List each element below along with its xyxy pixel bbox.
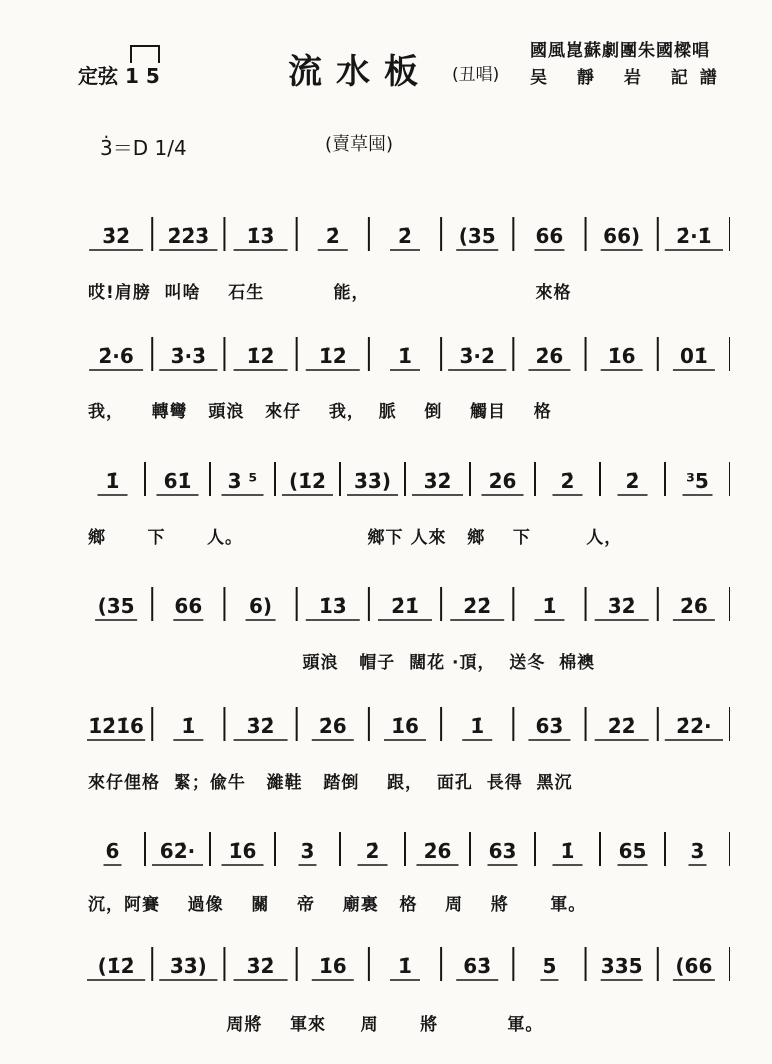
note-group: 2̇ [365,839,380,863]
note-group: 65 [618,839,647,863]
note-group: 2̇ [398,224,412,248]
note-group: 3̇2̇ [607,594,636,618]
note-group: 3̇3̇) [354,469,391,493]
note-group: 3̇2̇ [102,224,131,248]
note-group: 1̇6 [607,344,636,368]
notation-system [80,460,730,500]
note-group: 61̇ [163,469,192,493]
note-group: 3̇3̇) [169,954,207,978]
note-group: 2̇2̇· [676,714,712,738]
note-group: 6) [249,594,273,618]
note-group: 1̇ [398,954,412,978]
note-group: 1̇6 [391,714,419,738]
note-group: 2̇ [560,469,575,493]
note-group: 1̇ [560,839,575,863]
lyrics-line: 周將 軍來 周 將 軍。 [88,1015,544,1035]
note-group: 2̇6 [679,594,708,618]
notation-system [80,945,730,985]
note-group: 2̇6 [488,469,517,493]
note-group: 1̇ [398,344,412,368]
tuning-bracket [130,45,160,63]
note-group: 63̇ [463,954,492,978]
page-title: 流水板 [288,52,432,92]
notation-system [80,215,730,255]
note-group: 5 [542,954,557,978]
note-group: 1̇ [105,469,120,493]
note-group: 62̇· [159,839,196,863]
note-group: 1̇ [181,714,196,738]
notation-system [80,705,730,745]
note-group: 1̇6 [228,839,257,863]
note-group: (1̇2̇ [289,469,326,493]
note-group: 01̇ [679,344,708,368]
key-signature: 3̇＝D 1/4 [100,136,187,160]
lyrics-line: 來仔俚格 緊；偸牛 濰鞋 踏倒 跟， 面孔 長得 黑沉 [88,773,573,793]
lyrics-line: 頭浪 帽子 闊花 ·頂， 送冬 棉襖 [88,653,596,673]
note-group: 1̇2̇ [318,344,347,368]
note-group: 1̇2̇1̇6 [88,714,144,738]
note-group: 2̇6 [318,714,347,738]
note-group: 2̇2̇ [607,714,636,738]
note-group: 66) [603,224,641,248]
lyrics-line: 沉，阿賽 過像 關 帝 廟裏 格 周 將 軍。 [88,895,587,915]
note-group: 3̇2̇ [246,714,275,738]
transcriber-credit: 吴 靜 岩 記譜 [530,68,729,88]
note-group: 63 [488,839,517,863]
note-group: 2̇·1̇ [676,224,712,248]
note-group: 2̇2̇ [463,594,492,618]
note-group: 335 [600,954,643,978]
note-group: 63̇ [535,714,564,738]
note-group: (1̇2̇ [97,954,135,978]
note-group: 6 [105,839,120,863]
note-group: (35 [458,224,496,248]
note-group: 2̇2̇3̇ [167,224,210,248]
note-group: 2̇6 [423,839,452,863]
note-group: 1̇3̇ [246,224,275,248]
note-group: 3 [300,839,315,863]
note-group: 3 [690,839,705,863]
lyrics-line: 我， 轉彎 頭浪 來仔 我， 脈 倒 觸目 格 [88,402,552,422]
note-group: 3̇2̇ [423,469,452,493]
note-group: 2̇ [325,224,340,248]
lyrics-line: 哎!肩膀 叫啥 石生 能， 來格 [88,283,572,303]
tuning-label: 定弦 1 5 [78,64,160,88]
role-label: (丑唱) [452,65,500,85]
note-group: (35 [97,594,135,618]
note-group: ³5 [686,469,709,493]
note-group: 1̇2̇ [246,344,275,368]
note-group: 3̇2̇ [246,954,275,978]
note-group: 1̇ [542,594,557,618]
note-group: 3̇·3̇ [170,344,207,368]
note-group: 2̇6 [535,344,564,368]
note-group: 2̇ [625,469,640,493]
note-group: 1̇ [470,714,485,738]
singer-credit: 國風崑蘇劇團朱國樑唱 [530,41,710,61]
note-group: 1̇3̇ [318,594,347,618]
notation-system [80,585,730,625]
note-group: 3̇·2̇ [459,344,495,368]
note-group: 66 [174,594,203,618]
note-group: 2̇1̇ [391,594,419,618]
note-group: 1̇6 [318,954,347,978]
note-group: 2̇·6 [98,344,134,368]
lyrics-line: 鄉 下 人。 鄉下 人來 鄉 下 人， [88,528,623,548]
notation-system [80,335,730,375]
note-group: 66 [535,224,564,248]
opera-name: (賣草囤) [325,134,394,155]
notation-system [80,830,730,870]
note-group: 3 ⁵ [227,469,258,493]
note-group: (66 [675,954,713,978]
